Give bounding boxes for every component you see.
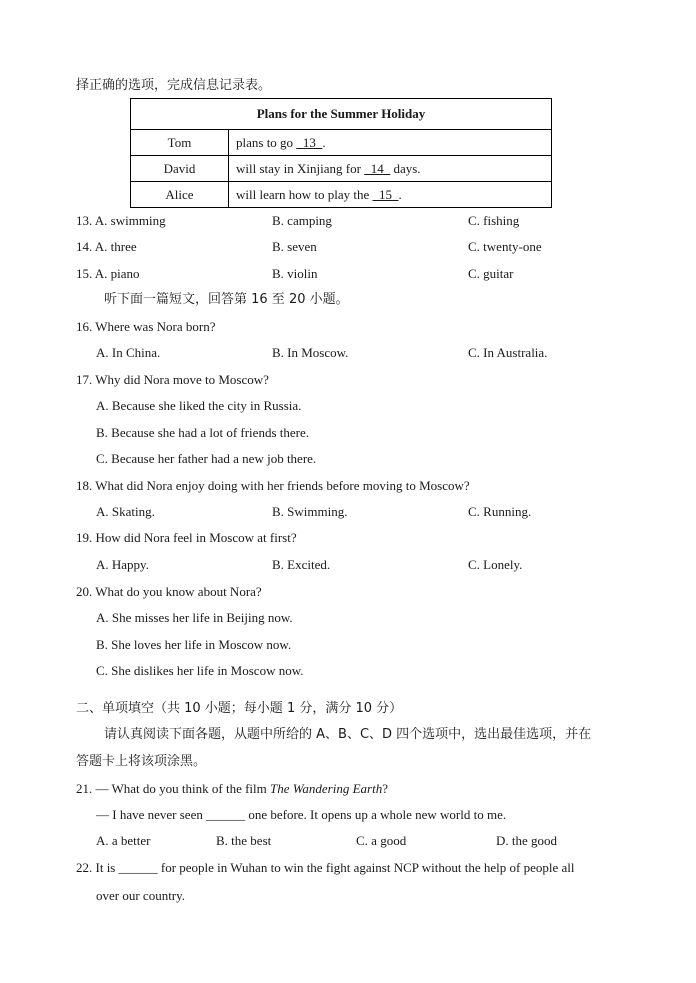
q22-stem: 22. It is ______ for people in Wuhan to win the fight against NCP without the help of people all bbox=[76, 860, 575, 875]
q13-option-c: C. fishing bbox=[468, 213, 520, 228]
q17-option-b: B. Because she had a lot of friends there. bbox=[96, 425, 309, 440]
q19-option-c: C. Lonely. bbox=[468, 557, 523, 572]
q16-stem: 16. Where was Nora born? bbox=[76, 319, 216, 334]
q22-blank: ______ bbox=[118, 860, 158, 875]
q21-reply: — I have never seen ______ one before. It opens up a whole new world to me. bbox=[96, 807, 507, 822]
q19-stem: 19. How did Nora feel in Moscow at first? bbox=[76, 530, 297, 545]
q18-stem: 18. What did Nora enjoy doing with her friends before moving to Moscow? bbox=[76, 478, 470, 493]
section-2-instruction-line2: 答题卡上将该项涂黑。 bbox=[76, 754, 207, 769]
q21-option-a: A. a better bbox=[96, 833, 151, 848]
q20-option-a: A. She misses her life in Beijing now. bbox=[96, 610, 293, 625]
q21-option-c: C. a good bbox=[356, 833, 407, 848]
blank-14: 14 bbox=[364, 160, 391, 176]
q18-option-a: A. Skating. bbox=[96, 504, 155, 519]
table-row bbox=[131, 130, 552, 156]
section-2-heading: 二、单项填空（共 10 小题；每小题 1 分，满分 10 分） bbox=[76, 701, 403, 716]
q13-option-a: 13. A. swimming bbox=[76, 213, 166, 228]
row-plan: plans to go 13 . bbox=[229, 130, 552, 156]
q15-option-a: 15. A. piano bbox=[76, 266, 140, 281]
blank-13: 13 bbox=[296, 134, 323, 150]
table-title: Plans for the Summer Holiday bbox=[131, 99, 552, 130]
passage-instruction: 听下面一篇短文，回答第 16 至 20 小题。 bbox=[104, 292, 349, 307]
row-name: Alice bbox=[131, 182, 229, 208]
q14-option-c: C. twenty-one bbox=[468, 239, 542, 254]
q20-option-c: C. She dislikes her life in Moscow now. bbox=[96, 663, 304, 678]
q13-option-b: B. camping bbox=[272, 213, 332, 228]
q19-option-a: A. Happy. bbox=[96, 557, 149, 572]
q16-option-b: B. In Moscow. bbox=[272, 345, 349, 360]
q17-option-a: A. Because she liked the city in Russia. bbox=[96, 398, 302, 413]
q21-option-b: B. the best bbox=[216, 833, 272, 848]
q21-option-d: D. the good bbox=[496, 833, 558, 848]
blank-15: 15 bbox=[372, 186, 399, 202]
q22-stem-line2: over our country. bbox=[96, 888, 186, 903]
q17-option-c: C. Because her father had a new job there. bbox=[96, 451, 317, 466]
q16-option-a: A. In China. bbox=[96, 345, 161, 360]
table-row bbox=[131, 182, 552, 208]
table-row bbox=[131, 156, 552, 182]
q16-option-c: C. In Australia. bbox=[468, 345, 548, 360]
intro-line: 择正确的选项，完成信息记录表。 bbox=[76, 78, 272, 93]
row-plan: will learn how to play the 15 . bbox=[229, 182, 552, 208]
q18-option-c: C. Running. bbox=[468, 504, 532, 519]
q20-stem: 20. What do you know about Nora? bbox=[76, 584, 262, 599]
row-plan: will stay in Xinjiang for 14 days. bbox=[229, 156, 552, 182]
q21-blank: ______ bbox=[206, 807, 246, 822]
q14-option-a: 14. A. three bbox=[76, 239, 137, 254]
q20-option-b: B. She loves her life in Moscow now. bbox=[96, 637, 292, 652]
plans-table bbox=[130, 98, 552, 208]
q21-film-title: The Wandering Earth bbox=[270, 781, 383, 796]
q19-option-b: B. Excited. bbox=[272, 557, 331, 572]
q15-option-c: C. guitar bbox=[468, 266, 514, 281]
row-name: Tom bbox=[131, 130, 229, 156]
q21-stem: 21. — What do you think of the film The Wandering Earth? bbox=[76, 781, 389, 796]
q18-option-b: B. Swimming. bbox=[272, 504, 348, 519]
q15-option-b: B. violin bbox=[272, 266, 318, 281]
row-name: David bbox=[131, 156, 229, 182]
section-2-instruction-line1: 请认真阅读下面各题，从题中所给的 A、B、C、D 四个选项中，选出最佳选项，并在 bbox=[104, 727, 592, 742]
q17-stem: 17. Why did Nora move to Moscow? bbox=[76, 372, 269, 387]
q14-option-b: B. seven bbox=[272, 239, 317, 254]
